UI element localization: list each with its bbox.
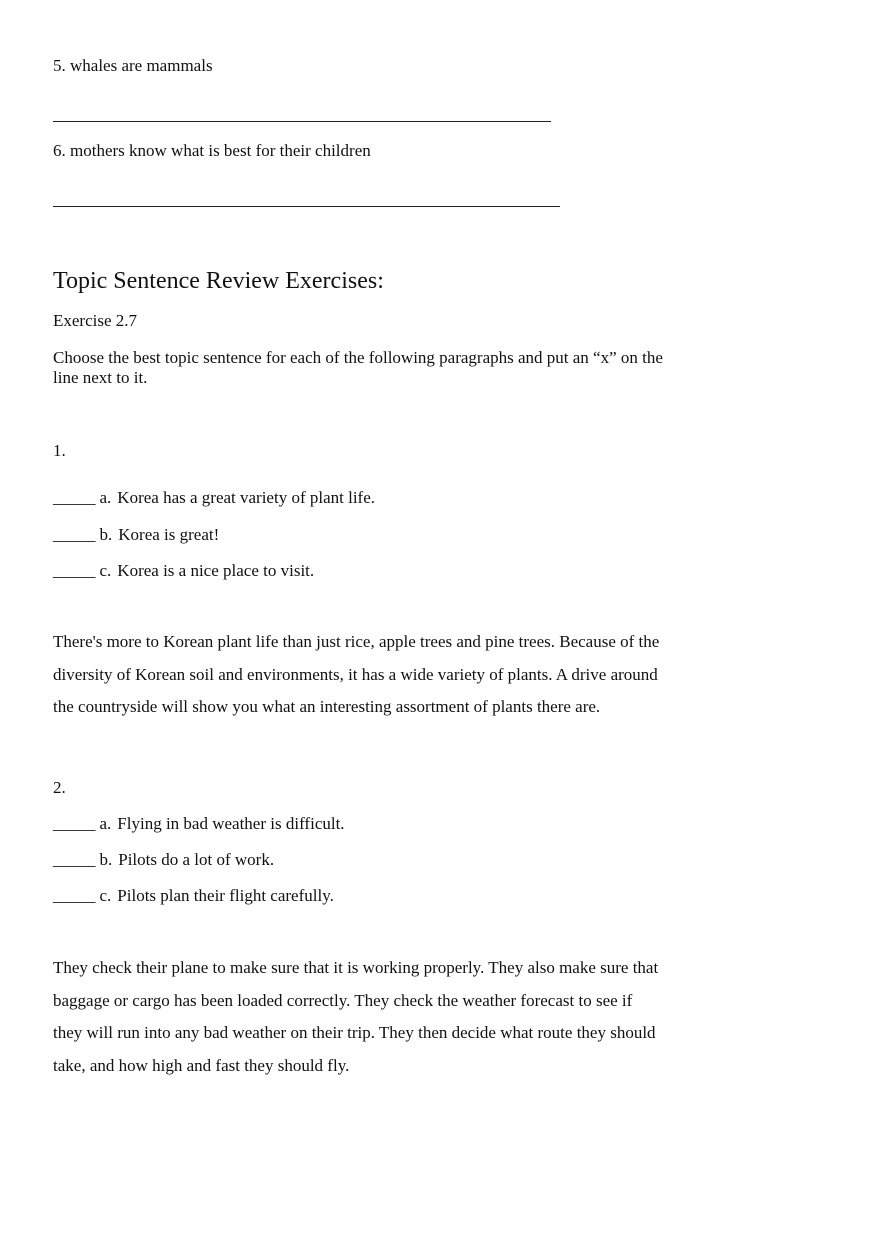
option-row [53,525,219,545]
answer-blank[interactable]: _____ [53,850,96,869]
question-number: 1. [53,441,66,460]
option-letter: b. [99,850,113,869]
instructions: Choose the best topic sentence for each of the following paragraphs and put an “x” on the line next to it. [53,348,663,387]
section-heading: Topic Sentence Review Exercises: [53,268,384,294]
answer-blank[interactable]: _____ [53,886,96,905]
question-2-paragraph: They check their plane to make sure that it is working properly. They also make sure that baggage or cargo has been loaded correctly. They check the weather forecast to see if they will run into any bad weather on their trip. They then decide what route they should take, and how high and fast they should fly. [53,958,659,1075]
question-1-paragraph: There's more to Korean plant life than just rice, apple trees and pine trees. Because of the diversity of Korean soil and environments, it has a wide variety of plants. A drive around the countryside will show you what an interesting assortment of plants there are. [53,632,660,717]
option-row [53,561,314,581]
option-row [53,814,345,834]
question-number: 2. [53,778,66,797]
option-row [53,488,375,508]
answer-blank[interactable]: _____ [53,525,96,544]
item-5-prompt: 5. whales are mammals [53,56,213,75]
option-text: Pilots do a lot of work. [118,850,275,869]
option-row [53,886,334,906]
answer-blank[interactable]: _____ [53,561,96,580]
exercise-label: Exercise 2.7 [53,311,138,330]
option-letter: c. [99,561,112,580]
option-row [53,850,274,870]
option-letter: a. [99,814,112,833]
answer-blank[interactable]: _____ [53,814,96,833]
option-letter: a. [99,488,112,507]
option-letter: c. [99,886,112,905]
item-5-answer-line[interactable] [53,121,551,122]
option-text: Flying in bad weather is difficult. [117,814,345,833]
option-text: Korea is great! [118,525,220,544]
option-text: Korea has a great variety of plant life. [117,488,376,507]
option-letter: b. [99,525,113,544]
option-text: Korea is a nice place to visit. [117,561,315,580]
item-6-answer-line[interactable] [53,206,560,207]
answer-blank[interactable]: _____ [53,488,96,507]
item-6-prompt: 6. mothers know what is best for their children [53,141,371,160]
option-text: Pilots plan their flight carefully. [117,886,334,905]
